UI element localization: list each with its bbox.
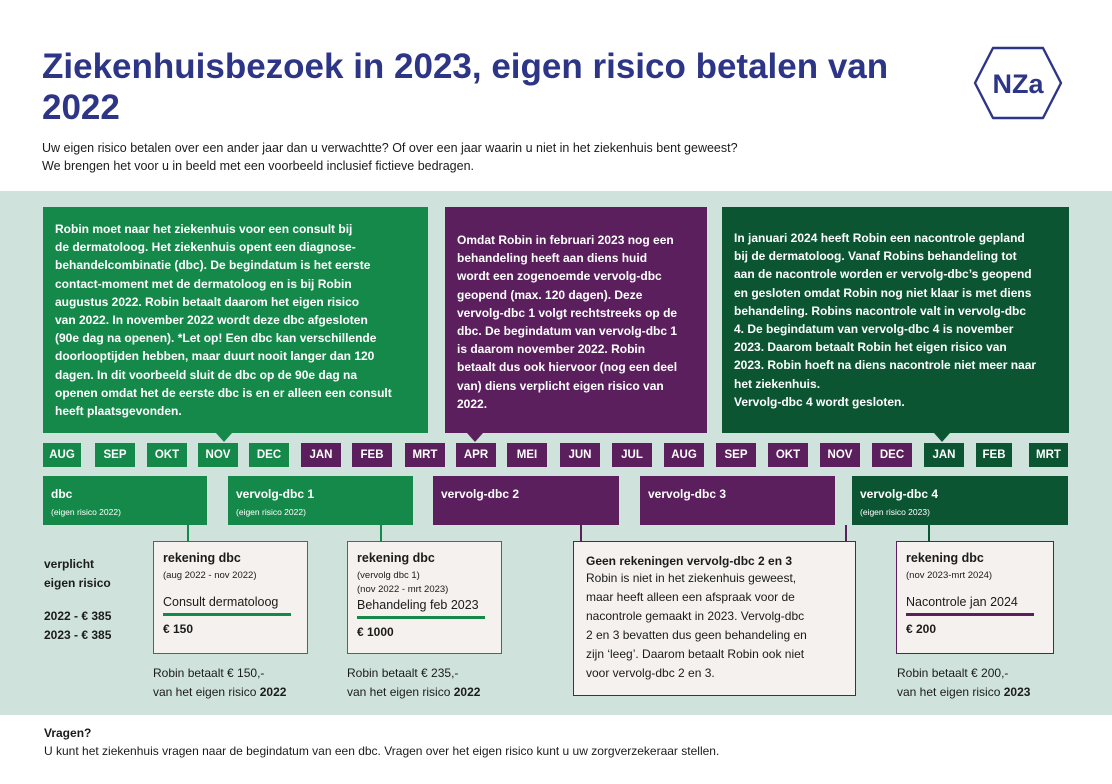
card-desc: Behandeling feb 2023 <box>357 598 479 612</box>
text-line: en gesloten omdat Robin nog niet klaar is met diens <box>734 285 1032 300</box>
text-line: Omdat Robin in februari 2023 nog een <box>457 233 674 247</box>
month-dec-2023: DEC <box>872 443 912 467</box>
month-nov-2022: NOV <box>198 443 238 467</box>
dbc-title: vervolg-dbc 1 <box>236 487 315 501</box>
connector-line <box>928 525 930 541</box>
text-line: 4. De begindatum van vervolg-dbc 4 is november <box>734 322 1014 337</box>
footer-question: Vragen? <box>44 726 92 740</box>
text-line: behandelcombinatie (dbc). De begindatum is het eerste <box>55 258 371 273</box>
invoice-card-dbc <box>153 541 308 654</box>
text-line: In januari 2024 heeft Robin een nacontrole gepland <box>734 231 1025 245</box>
note-year: 2022 <box>259 685 287 699</box>
text-line: doorlooptijden hebben, maar duurt nooit langer dan 120 <box>55 349 375 364</box>
text-line: behandeling heeft aan diens huid <box>457 251 648 266</box>
text-line: dbc. De begindatum van vervolg-dbc 1 <box>457 324 678 339</box>
connector-line <box>380 525 382 541</box>
dbc-title: dbc <box>51 487 73 501</box>
intro-text <box>42 139 942 175</box>
dbc-title: vervolg-dbc 2 <box>441 487 520 501</box>
note-line: Robin betaalt € 235,- <box>347 666 459 680</box>
note-line: Robin betaalt € 150,- <box>153 666 265 680</box>
card-title: Geen rekeningen vervolg-dbc 2 en 3 <box>586 554 793 568</box>
text-line: van) diens verplicht eigen risico van <box>457 378 664 393</box>
text-line: geopend (max. 120 dagen). Deze <box>457 287 643 302</box>
month-sep-2023: SEP <box>716 443 756 467</box>
arrow-pointer <box>216 433 232 442</box>
card-amount: € 200 <box>906 622 937 636</box>
month-jan-2024: JAN <box>924 443 964 467</box>
text-line: Robin is niet in het ziekenhuis geweest, <box>586 571 797 585</box>
text-line: het ziekenhuis. <box>734 376 821 391</box>
payment-note-3 <box>897 664 1030 702</box>
explain-box-dbc <box>43 207 428 433</box>
card-title: rekening dbc <box>906 551 984 565</box>
payment-note-1 <box>153 664 286 702</box>
amount-2023: 2023 - € 385 <box>44 628 112 642</box>
text-line: openen omdat het de eerste dbc is en er alleen een consult <box>55 385 392 400</box>
logo-text: NZa <box>992 69 1044 99</box>
footer <box>44 724 719 760</box>
intro-line: We brengen het voor u in beeld met een voorbeeld inclusief fictieve bedragen. <box>42 159 474 173</box>
card-period: (nov 2022 - mrt 2023) <box>357 584 449 595</box>
underline <box>906 613 1034 616</box>
month-jul-2023: JUL <box>612 443 652 467</box>
vervolg-dbc-4-bar <box>852 476 1068 525</box>
month-dec-2022: DEC <box>249 443 289 467</box>
text-line: 2023. Daarom betaalt Robin het eigen risico van <box>734 340 1007 355</box>
month-aug-2023: AUG <box>664 443 704 467</box>
dbc-sub: (eigen risico 2022) <box>236 507 306 517</box>
note-line: van het eigen risico <box>347 685 454 699</box>
intro-line: Uw eigen risico betalen over een ander jaar dan u verwachtte? Of over een jaar waarin u niet in het ziekenhuis bent geweest? <box>42 141 738 155</box>
underline <box>357 616 485 619</box>
text-line: nacontrole gemaakt in 2023. Vervolg-dbc <box>586 609 805 623</box>
text-line: aan de nacontrole worden er vervolg-dbc’s geopend <box>734 267 1032 282</box>
month-mei-2023: MEI <box>507 443 547 467</box>
vervolg-dbc-2-bar <box>433 476 619 525</box>
text-line: Vervolg-dbc 4 wordt gesloten. <box>734 394 905 409</box>
dbc-sub: (eigen risico 2022) <box>51 507 121 517</box>
card-period: (vervolg dbc 1) <box>357 570 420 581</box>
text-line: (90e dag na openen). *Let op! Een dbc kan verschillende <box>55 331 377 346</box>
text-line: heeft plaatsgevonden. <box>55 404 182 419</box>
month-jan-2023: JAN <box>301 443 341 467</box>
nza-logo <box>967 42 1069 124</box>
text-line: vervolg-dbc 1 volgt rechtstreeks op de <box>457 305 678 320</box>
text-line: maar heeft alleen een afspraak voor de <box>586 590 795 604</box>
label: eigen risico <box>44 576 111 590</box>
text-line: Robin moet naar het ziekenhuis voor een consult bij <box>55 222 353 236</box>
card-desc: Consult dermatoloog <box>163 595 279 609</box>
arrow-pointer <box>467 433 483 442</box>
invoice-card-vervolg-dbc-4 <box>896 541 1054 654</box>
month-nov-2023: NOV <box>820 443 860 467</box>
text-line: augustus 2022. Robin betaalt daarom het eigen risico <box>55 294 360 309</box>
month-sep-2022: SEP <box>95 443 135 467</box>
month-jun-2023: JUN <box>560 443 600 467</box>
text-line: wordt een zogenoemde vervolg-dbc <box>457 269 662 284</box>
note-line: Robin betaalt € 200,- <box>897 666 1009 680</box>
note-line: van het eigen risico <box>153 685 260 699</box>
amount-2022: 2022 - € 385 <box>44 609 112 623</box>
invoice-card-vervolg-dbc-1 <box>347 541 502 654</box>
month-apr-2023: APR <box>456 443 496 467</box>
text-line: 2022. <box>457 396 488 411</box>
explain-box-vervolg-dbc-4 <box>722 207 1069 433</box>
month-aug-2022: AUG <box>43 443 81 467</box>
card-period: (nov 2023-mrt 2024) <box>906 570 993 581</box>
month-mrt-2023: MRT <box>405 443 445 467</box>
text-line: bij de dermatoloog. Vanaf Robins behandeling tot <box>734 249 1017 264</box>
card-desc: Nacontrole jan 2024 <box>906 595 1018 609</box>
text-line: dagen. In dit voorbeeld sluit de dbc op de 90e dag na <box>55 367 358 382</box>
connector-line <box>580 525 582 541</box>
footer-text: U kunt het ziekenhuis vragen naar de begindatum van een dbc. Vragen over het eigen risico kunt u uw zorgverzekeraar stellen. <box>44 744 720 758</box>
arrow-pointer <box>934 433 950 442</box>
connector-line <box>845 525 847 541</box>
text-line: betaalt dus ook hiervoor (nog een deel <box>457 360 678 375</box>
card-title: rekening dbc <box>163 551 241 565</box>
month-okt-2022: OKT <box>147 443 187 467</box>
dbc-sub: (eigen risico 2023) <box>860 507 930 517</box>
month-mrt-2024: MRT <box>1029 443 1068 467</box>
card-period: (aug 2022 - nov 2022) <box>163 570 257 581</box>
page-title: Ziekenhuisbezoek in 2023, eigen risico betalen van 2022 <box>42 47 889 127</box>
vervolg-dbc-1-bar <box>228 476 413 525</box>
text-line: 2 en 3 bevatten dus geen behandeling en <box>586 628 807 642</box>
text-line: contact-moment met de dermatoloog en is bij Robin <box>55 276 352 291</box>
month-feb-2024: FEB <box>976 443 1012 467</box>
month-okt-2023: OKT <box>768 443 808 467</box>
underline <box>163 613 291 616</box>
no-invoice-card <box>573 541 856 696</box>
dbc-title: vervolg-dbc 3 <box>648 487 727 501</box>
card-amount: € 150 <box>163 622 194 636</box>
text-line: is daarom november 2022. Robin <box>457 342 646 357</box>
text-line: behandeling. Robins nacontrole valt in vervolg-dbc <box>734 303 1027 318</box>
vervolg-dbc-3-bar <box>640 476 835 525</box>
text-line: zijn ‘leeg’. Daarom betaalt Robin ook niet <box>586 647 805 661</box>
card-amount: € 1000 <box>357 625 394 639</box>
eigen-risico-summary <box>44 555 111 645</box>
note-line: van het eigen risico <box>897 685 1004 699</box>
month-feb-2023: FEB <box>352 443 392 467</box>
dbc-title: vervolg-dbc 4 <box>860 487 939 501</box>
text-line: voor vervolg-dbc 2 en 3. <box>586 666 715 680</box>
connector-line <box>187 525 189 541</box>
text-line: 2023. Robin hoeft na diens nacontrole niet meer naar <box>734 358 1037 373</box>
dbc-bar <box>43 476 207 525</box>
note-year: 2022 <box>453 685 481 699</box>
label: verplicht <box>44 557 95 571</box>
card-title: rekening dbc <box>357 551 435 565</box>
text-line: de dermatoloog. Het ziekenhuis opent een diagnose- <box>55 240 356 255</box>
text-line: van 2022. In november 2022 wordt deze dbc afgesloten <box>55 313 368 328</box>
explain-box-vervolg-dbc-1 <box>445 207 707 433</box>
note-year: 2023 <box>1003 685 1031 699</box>
payment-note-2 <box>347 664 480 702</box>
